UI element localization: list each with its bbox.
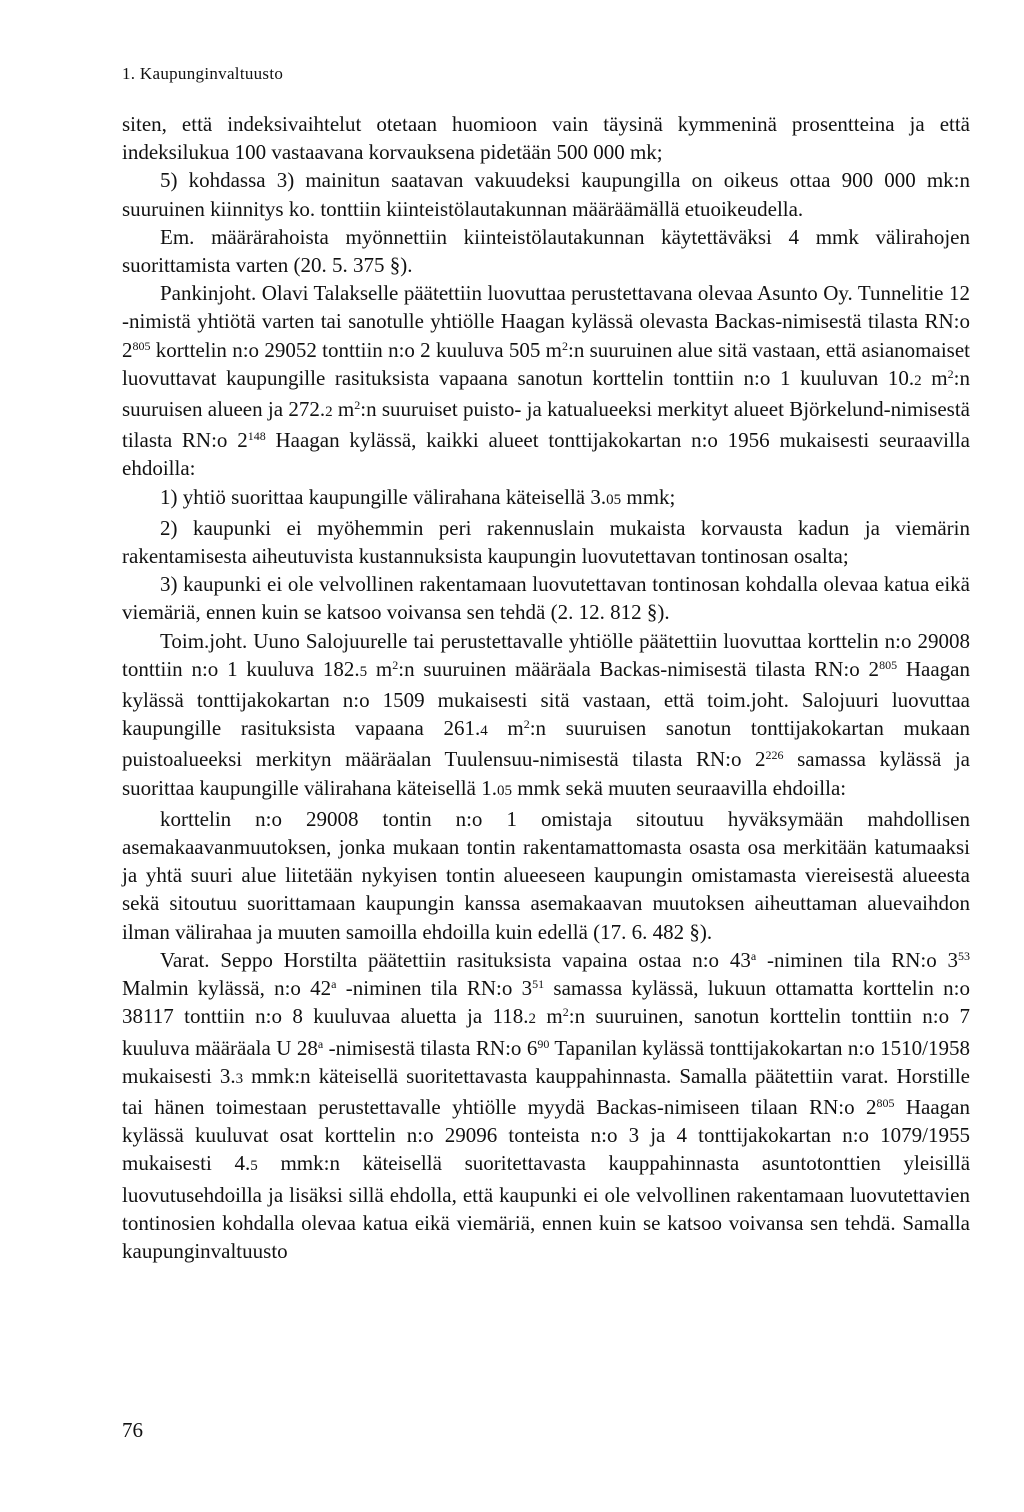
text-run: -nimisestä tilasta RN:o 6 (323, 1035, 538, 1060)
paragraph (122, 570, 970, 626)
superscript: 2 (562, 338, 569, 353)
text-run: Varat. Seppo Horstilta päätettiin rasituksista vapaina ostaa n:o 43 (160, 947, 751, 972)
decimal-digits: 05 (496, 782, 512, 799)
text-run: Haagan kylässä tonttijakokartan n:o 1509 mukaisesti sitä vastaan, että toim.joht. Salojuuri luovuttaa kaupungille rasituksista vapaana 261. (122, 656, 970, 741)
text-run: :n suuruinen, sanotun korttelin tonttiin n:o 7 kuuluva määräala U 28 (122, 1004, 970, 1060)
text-run: -niminen tila RN:o 3 (756, 947, 958, 972)
text-run: m (921, 365, 948, 390)
superscript: 2 (523, 717, 530, 732)
superscript: 51 (532, 977, 545, 992)
text-run: :n suuruinen määräala Backas-nimisestä tilasta RN:o 2 (398, 656, 880, 681)
paragraph (122, 223, 970, 279)
superscript: 2 (392, 657, 399, 672)
text-run: mmk sekä muuten seuraavilla ehdoilla: (511, 775, 847, 800)
decimal-digits: 2 (528, 1011, 537, 1028)
page-number: 76 (122, 1418, 143, 1442)
decimal-digits: 5 (250, 1158, 258, 1175)
page-body (122, 110, 970, 1265)
superscript: 53 (958, 948, 970, 963)
superscript: a (317, 1036, 324, 1051)
text-run: Malmin kylässä, n:o 42 (122, 976, 332, 1001)
superscript: 2 (947, 366, 954, 381)
text-run: mmk; (621, 484, 676, 509)
text-run: korttelin n:o 29008 tontin n:o 1 omistaja sitoutuu hyväksymään mahdollisen asemakaavanmuutoksen, jonka mukaan tontin rakentamattomasta osasta osa merkitään katumaaksi ja yhtä suuri alue liitetään nykyisen tontin alueeseen kaupungin omistamasta viereisestä alueesta sekä sitoutuu suorittamaan kaupungin kanssa asemakaavan muutoksen aiheuttaman aluevaihdon ilman välirahaa ja muuten samoilla ehdoilla kuin edellä (17. 6. 482 §). (122, 806, 970, 944)
superscript: 90 (537, 1036, 550, 1051)
text-run: mmk:n käteisellä suoritettavasta kauppahinnasta asuntotonttien yleisillä luovutusehdoilla ja lisäksi sillä ehdolla, että kaupunki ei ole velvollinen rakentamaan luovutettavien tontinosien kohdalla olevaa katua eikä viemäriä, ennen kuin se katsoo voivansa sen tehdä. Samalla kaupunginvaltuusto (122, 1151, 971, 1263)
paragraph (122, 805, 970, 946)
text-run: :n suuruiset puisto- ja katualueeksi merkityt alueet Björkelund-nimisestä tilasta RN:o 2 (122, 397, 971, 453)
text-run: :n suuruinen alue sitä vastaan, että asianomaiset luovuttavat kaupungille rasituksista vapaana sanotun korttelin tonttiin n:o 1 kuuluvan 10. (122, 337, 970, 390)
decimal-digits: 2 (325, 404, 333, 421)
text-run: :n suuruisen alueen ja 272. (122, 365, 970, 422)
paragraph (122, 279, 970, 482)
text-run: 1) yhtiö suorittaa kaupungille välirahana käteisellä 3. (160, 484, 607, 509)
text-run: Tapanilan kylässä tonttijakokartan n:o 1510/1958 mukaisesti 3. (122, 1035, 970, 1088)
superscript: 805 (132, 338, 151, 353)
paragraph (122, 110, 970, 166)
text-run: m (332, 397, 355, 422)
text-run: :n suuruisen sanotun tonttijakokartan mukaan puistoalueeksi merkityn määräalan Tuulensuu-nimisestä tilasta RN:o 2 (122, 716, 971, 772)
paragraph (122, 166, 970, 222)
text-run: korttelin n:o 29052 tonttiin n:o 2 kuuluva 505 m (150, 337, 563, 362)
text-run: Toim.joht. Uuno Salojuurelle tai perustettavalle yhtiölle päätettiin luovuttaa korttelin n:o 29008 tonttiin n:o 1 kuuluva 182. (122, 628, 970, 681)
superscript: a (750, 948, 757, 963)
text-run: -niminen tila RN:o 3 (336, 976, 533, 1001)
text-run: Em. määrärahoista myönnettiin kiinteistölautakunnan käytettäväksi 4 mmk välirahojen suorittamista varten (20. 5. 375 §). (122, 224, 970, 278)
decimal-digits: 2 (914, 372, 922, 389)
decimal-digits: 3 (235, 1070, 244, 1087)
paragraph (122, 946, 970, 1265)
superscript: a (331, 977, 337, 992)
text-run: m (487, 716, 524, 741)
text-run: m (536, 1004, 563, 1029)
text-run: samassa kylässä, lukuun ottamatta korttelin n:o 38117 tonttiin n:o 8 kuuluvaa aluetta ja 118. (122, 976, 970, 1029)
superscript: 805 (876, 1095, 895, 1110)
superscript: 2 (354, 398, 361, 413)
running-header: 1. Kaupunginvaltuusto (122, 64, 284, 83)
paragraph (122, 627, 970, 805)
text-run: m (367, 656, 393, 681)
text-run: mmk:n käteisellä suoritettavasta kauppahinnasta. Samalla päätettiin varat. Horstille tai hänen toimestaan perustettavalle yhtiölle myydä Backas-nimiseen tilaan RN:o 2 (122, 1063, 970, 1119)
superscript: 805 (879, 657, 898, 672)
decimal-digits: 4 (480, 723, 488, 740)
decimal-digits: 05 (606, 491, 622, 508)
paragraph (122, 483, 970, 514)
superscript: 2 (562, 1005, 569, 1020)
text-run: 2) kaupunki ei myöhemmin peri rakennuslain mukaista korvausta kadun ja viemärin rakentamisesta aiheutuvista kustannuksista kaupungin luovutettavan tontinosan osalta; (122, 515, 970, 569)
decimal-digits: 5 (359, 663, 368, 680)
text-run: 3) kaupunki ei ole velvollinen rakentamaan luovutettavan tontinosan kohdalla olevaa katua eikä viemäriä, ennen kuin se katsoo voivansa sen tehdä (2. 12. 812 §). (122, 572, 970, 625)
superscript: 148 (247, 429, 266, 444)
text-run: Haagan kylässä, kaikki alueet tonttijakokartan n:o 1956 mukaisesti seuraavilla ehdoilla: (122, 428, 970, 481)
text-run: Pankinjoht. Olavi Talakselle päätettiin luovuttaa perustettavana olevaa Asunto Oy. Tunnelitie 12 -nimistä yhtiötä varten tai sanotulle yhtiölle Haagan kylässä olevasta Backas-nimisestä tilasta RN:o 2 (122, 281, 970, 362)
text-run: samassa kylässä ja suorittaa kaupungille välirahana käteisellä 1. (122, 747, 970, 800)
text-run: 5) kohdassa 3) mainitun saatavan vakuudeksi kaupungilla on oikeus ottaa 900 000 mk:n suuruinen kiinnitys ko. tonttiin kiinteistölautakunnan määräämällä etuoikeudella. (122, 168, 970, 221)
paragraph (122, 514, 970, 570)
text-run: siten, että indeksivaihtelut otetaan huomioon vain täysinä kymmeninä prosentteina ja että indeksilukua 100 vastaavana korvauksena pidetään 500 000 mk; (122, 112, 970, 165)
superscript: 226 (765, 748, 784, 763)
text-run: Haagan kylässä kuuluvat osat korttelin n:o 29096 tonteista n:o 3 ja 4 tonttijakokartan n:o 1079/1955 mukaisesti 4. (122, 1094, 970, 1176)
